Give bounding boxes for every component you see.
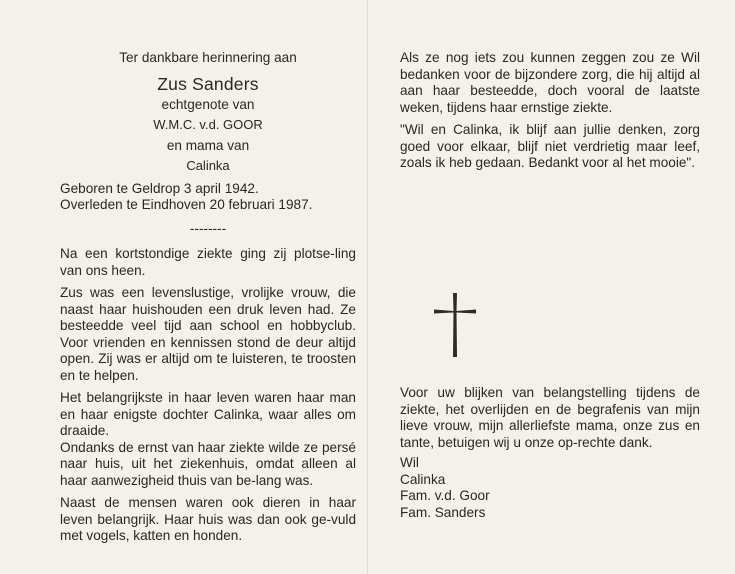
cross-icon: [432, 291, 478, 359]
thanks-panel: [400, 385, 700, 521]
left-panel: [60, 50, 356, 545]
signer: Fam. v.d. Goor: [400, 488, 490, 503]
mother-line: en mama van: [166, 137, 250, 153]
deceased-name: Zus Sanders: [157, 73, 259, 94]
right-panel: [400, 50, 700, 172]
birth-line: Geboren te Geldrop 3 april 1942.: [60, 180, 259, 196]
signer: Calinka: [400, 471, 446, 487]
signer: Fam. Sanders: [400, 504, 486, 520]
paragraph-3: Het belangrijkste in haar leven waren haar man en haar enigste dochter Calinka, waar alles om draaide.: [60, 390, 356, 438]
spouse-line: echtgenote van: [161, 96, 255, 112]
paragraph-5: Naast de mensen waren ook dieren in haar leven belangrijk. Haar huis was dan ook ge-vuld met vogels, katten en honden.: [60, 495, 356, 543]
paragraph-2: Zus was een levenslustige, vrolijke vrouw, die naast haar huishouden een druk leven had. Ze besteedde veel tijd aan school en hobbyclub. Voor vrienden en kennissen stond de deur altijd open. Zij was er altijd om te luisteren, te troosten en te helpen.: [60, 285, 356, 383]
separator: --------: [189, 220, 227, 236]
thanks-paragraph: Voor uw blijken van belangstelling tijdens de ziekte, het overlijden en de begrafenis van mijn lieve vrouw, mijn allerliefste mama, onze zus en tante, betuigen wij u onze op-rechte dank.: [400, 385, 700, 450]
child-name: Calinka: [186, 158, 230, 173]
intro-line: Ter dankbare herinnering aan: [119, 50, 297, 65]
signers-list: [400, 455, 700, 521]
fold-line: [367, 0, 368, 574]
death-line: Overleden te Eindhoven 20 februari 1987.: [60, 197, 313, 212]
quote-paragraph: "Wil en Calinka, ik blijf aan jullie denken, zorg goed voor elkaar, blijf niet verdrietig maar leef, zoals ik heb gedaan. Bedankt voor al het mooie".: [400, 122, 700, 170]
spouse-name: W.M.C. v.d. GOOR: [153, 117, 263, 132]
paragraph-4: Ondanks de ernst van haar ziekte wilde ze persé naar huis, uit het ziekenhuis, omdat alleen al haar aanwezigheid thuis van be-lang was.: [60, 439, 356, 488]
farewell-paragraph: Als ze nog iets zou kunnen zeggen zou ze Wil bedanken voor de bijzondere zorg, die hij altijd al aan haar besteedde, doch vooral de laatste weken, tijdens haar ernstige ziekte.: [400, 50, 700, 115]
paragraph-1: Na een kortstondige ziekte ging zij plotse-ling van ons heen.: [60, 246, 356, 278]
signer: Wil: [400, 455, 419, 470]
